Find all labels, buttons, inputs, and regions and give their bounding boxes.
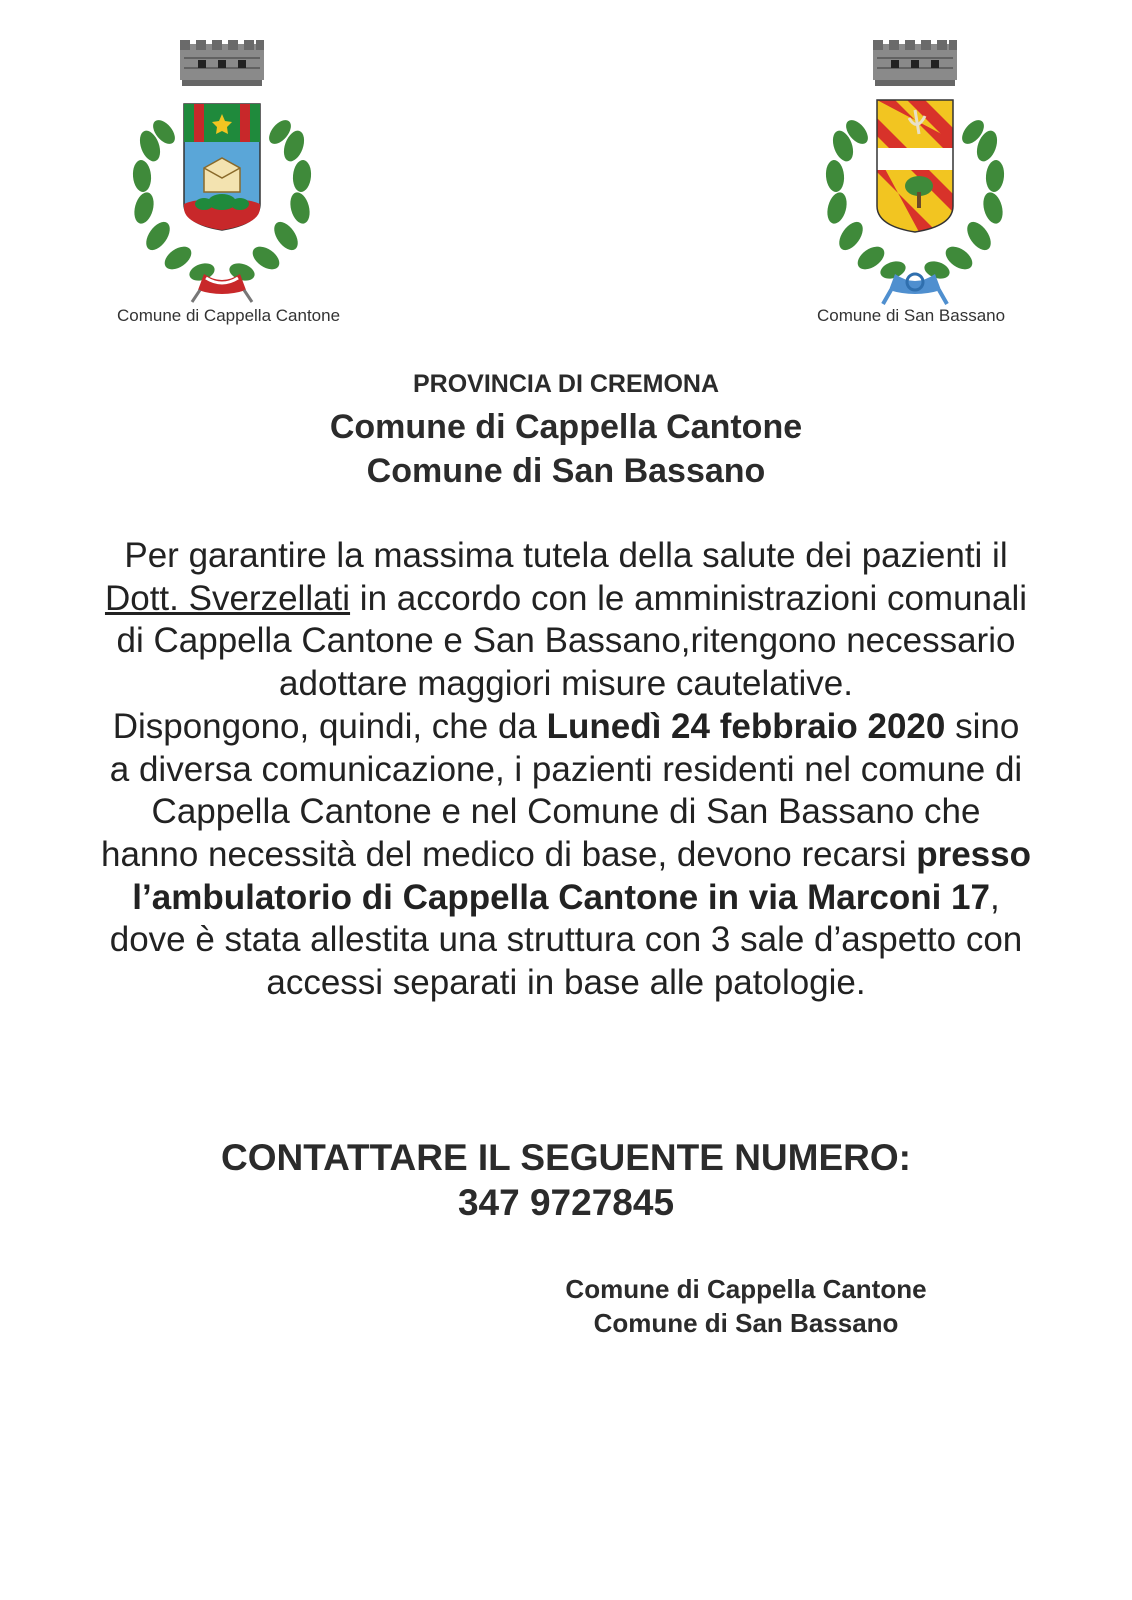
- coat-of-arms-left-graphic: [122, 36, 322, 306]
- coat-of-arms-right-graphic: [815, 36, 1015, 306]
- p1-text-a: Per garantire la massima tutela della salute dei pazienti il: [124, 536, 1008, 575]
- start-date: Lunedì 24 febbraio 2020: [546, 706, 946, 746]
- notice-body: [100, 535, 1032, 1005]
- notice-paragraph-2: [100, 706, 1032, 1005]
- province-heading: PROVINCIA DI CREMONA: [412, 370, 720, 398]
- shield: [877, 100, 953, 234]
- san-bassano-caption: Comune di San Bassano: [817, 306, 1006, 325]
- notice-paragraph-1: [100, 535, 1032, 706]
- p2-text-a: Dispongono, quindi, che da: [112, 706, 547, 746]
- cappella-cantone-coat-of-arms: [122, 36, 322, 306]
- mural-crown: [873, 40, 957, 86]
- san-bassano-coat-of-arms: [815, 36, 1015, 306]
- contact-label: CONTATTARE IL SEGUENTE NUMERO:: [221, 1137, 911, 1178]
- shield: [184, 104, 260, 230]
- clinic-location: presso l’ambulatorio di Cappella Cantone in via Marconi 17: [132, 834, 1031, 917]
- signature-line-1: Comune di Cappella Cantone: [565, 1274, 927, 1304]
- ribbon: [883, 274, 947, 304]
- p1-text-b: in accordo con le amministrazioni comunali di Cappella Cantone e San Bassano,ritengono necessario adottare maggiori misure cautelative.: [116, 578, 1028, 704]
- contact-phone-number: 347 9727845: [457, 1182, 675, 1223]
- p2-text-c: , dove è stata allestita una struttura con 3 sale d’aspetto con accessi separati in base alle patologie.: [109, 877, 1023, 1003]
- mural-crown: [180, 40, 264, 86]
- cappella-cantone-caption: Comune di Cappella Cantone: [117, 306, 341, 325]
- comune-cappella-heading: Comune di Cappella Cantone: [329, 408, 803, 446]
- p2-text-b: sino a diversa comunicazione, i pazienti residenti nel comune di Cappella Cantone e nel Comune di San Bassano che hanno necessità del medico di base, devono recarsi: [100, 706, 1023, 874]
- signature-line-2: Comune di San Bassano: [593, 1308, 899, 1338]
- comune-san-bassano-heading: Comune di San Bassano: [366, 452, 766, 490]
- doctor-name: Dott. Sverzellati: [104, 578, 351, 618]
